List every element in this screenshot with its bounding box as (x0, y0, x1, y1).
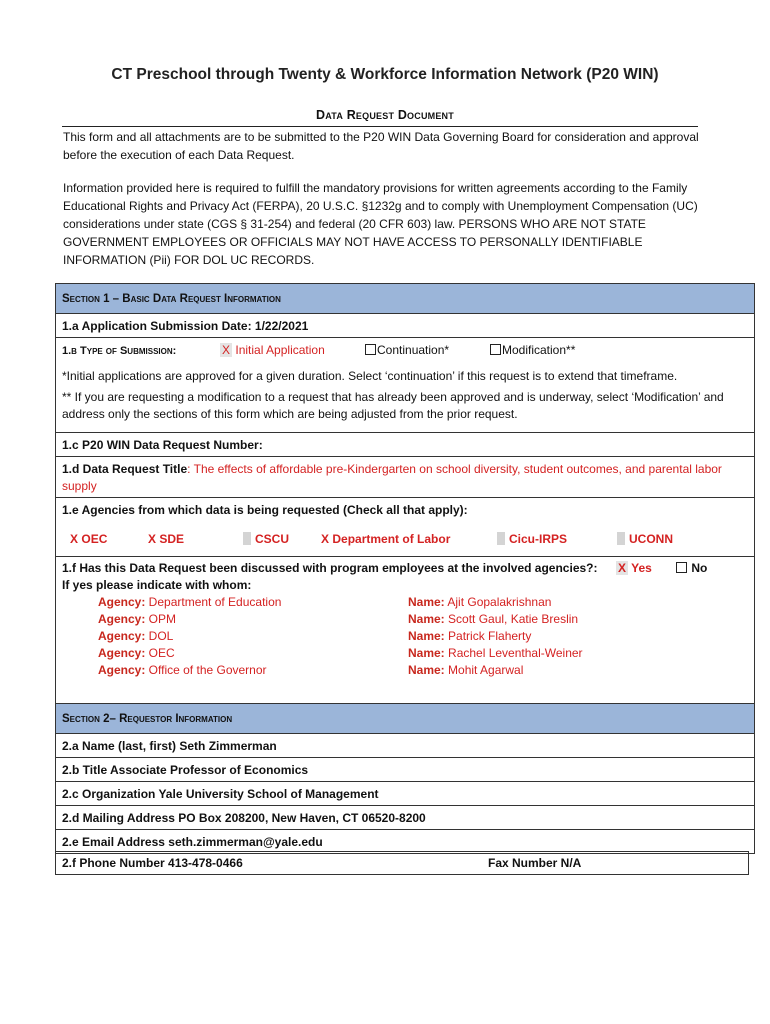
contact-name-3 (408, 629, 531, 643)
discussed-yes-option[interactable] (616, 559, 652, 577)
agency-option-cscu-label: CSCU (255, 532, 290, 546)
agency-option-sde[interactable] (148, 532, 184, 546)
requestor-fax: Fax Number N/A (488, 856, 582, 870)
agency-option-dol-label: Department of Labor (332, 532, 451, 546)
agencies-label: 1.e Agencies from which data is being requested (Check all that apply): (62, 503, 468, 517)
discussed-no-option[interactable] (676, 559, 707, 577)
requestor-address-row[interactable]: 2.d Mailing Address PO Box 208200, New Haven, CT 06520-8200 (56, 806, 754, 830)
contact-name-key: Name: (408, 646, 445, 660)
requestor-organization-row[interactable]: 2.c Organization Yale University School of Management (56, 782, 754, 806)
contact-name-value: Scott Gaul, Katie Breslin (444, 612, 579, 626)
contact-name-key: Name: (408, 612, 445, 626)
requestor-title-row[interactable]: 2.b Title Associate Professor of Economics (56, 758, 754, 782)
contact-agency-4 (98, 646, 175, 660)
contact-agency-key: Agency: (98, 663, 146, 677)
requestor-phone-row[interactable] (55, 851, 749, 875)
contact-agency-3 (98, 629, 173, 643)
discussed-no-label: No (691, 561, 708, 575)
title-divider (62, 126, 698, 127)
contact-agency-key: Agency: (98, 646, 146, 660)
agency-option-cicu-label: Cicu-IRPS (509, 532, 568, 546)
submission-type-row (56, 338, 754, 433)
modification-checkbox[interactable] (490, 344, 501, 355)
data-request-form (55, 283, 755, 854)
contact-name-5 (408, 663, 523, 677)
requestor-phone: 2.f Phone Number 413-478-0466 (62, 856, 243, 870)
request-title-row[interactable] (56, 457, 754, 498)
continuation-option[interactable] (365, 338, 449, 362)
contact-agency-key: Agency: (98, 595, 146, 609)
contact-agency-value: Office of the Governor (145, 663, 267, 677)
request-number-row[interactable]: 1.c P20 WIN Data Request Number: (56, 433, 754, 457)
discussed-no-checkbox[interactable] (676, 562, 687, 573)
document-subtitle: Data Request Document (316, 108, 454, 122)
section1-heading: Section 1 – Basic Data Request Information (56, 284, 754, 314)
agencies-row (56, 498, 754, 557)
initial-application-mark: X (222, 343, 231, 357)
discussed-yes-mark: X (618, 561, 627, 575)
submission-note-initial: *Initial applications are approved for a given duration. Select ‘continuation’ if this request is to extend that timeframe. (62, 369, 678, 383)
agency-option-cscu[interactable] (243, 532, 289, 546)
modification-label: Modification** (502, 343, 576, 357)
contact-agency-value: OPM (145, 612, 177, 626)
section2-heading: Section 2– Requestor Information (56, 704, 754, 734)
agency-option-uconn[interactable] (617, 532, 673, 546)
contact-agency-5 (98, 663, 267, 677)
agencies-options (62, 527, 754, 557)
contact-name-4 (408, 646, 583, 660)
request-title-label: 1.d Data Request Title (62, 462, 188, 476)
initial-application-option[interactable] (220, 338, 325, 362)
discussed-row (56, 559, 754, 704)
contact-agency-key: Agency: (98, 629, 146, 643)
submission-note-modification: ** If you are requesting a modification to a request that has already been approved and is underway, select ‘Modification’ and address only the sections of this form which are being adjusted from the prior request. (62, 390, 724, 421)
agency-option-oec-label: OEC (81, 532, 108, 546)
agency-option-uconn-checkbox[interactable] (617, 532, 625, 545)
intro-paragraph-legal: Information provided here is required to fulfill the mandatory provisions for written agreements according to the Family Educational Rights and Privacy Act (FERPA), 20 U.S.C. §1232g and to comply with Unemployment Compensation (UC) considerations under state (CGS § 31-254) and federal (20 CFR 603) law. PERSONS WHO ARE NOT STATE GOVERNMENT EMPLOYEES OR OFFICIALS MAY NOT HAVE ACCESS TO PERSONALLY IDENTIFIABLE INFORMATION (Pii) FOR DOL UC RECORDS. (63, 181, 698, 267)
initial-application-label: Initial Application (235, 343, 325, 357)
submission-type-label: 1.b Type of Submission: (62, 345, 177, 357)
continuation-label: Continuation* (377, 343, 450, 357)
agency-option-cicu-checkbox[interactable] (497, 532, 505, 545)
agency-option-uconn-label: UCONN (629, 532, 673, 546)
continuation-checkbox[interactable] (365, 344, 376, 355)
contact-agency-1 (98, 595, 281, 609)
contact-name-2 (408, 612, 578, 626)
document-title: CT Preschool through Twenty & Workforce Information Network (P20 WIN) (111, 66, 659, 83)
agency-option-cicu[interactable] (497, 532, 567, 546)
requestor-email-row[interactable]: 2.e Email Address seth.zimmerman@yale.edu (56, 830, 754, 854)
contact-name-value: Mohit Agarwal (444, 663, 524, 677)
application-date-row[interactable]: 1.a Application Submission Date: 1/22/2021 (56, 314, 754, 338)
agency-option-oec[interactable] (70, 532, 107, 546)
requestor-name-row[interactable]: 2.a Name (last, first) Seth Zimmerman (56, 734, 754, 758)
intro-paragraph-submission: This form and all attachments are to be submitted to the P20 WIN Data Governing Board for consideration and approval before the execution of each Data Request. (63, 130, 699, 162)
discussed-label: 1.f Has this Data Request been discussed with program employees at the involved agencies?: (62, 561, 598, 575)
contact-name-key: Name: (408, 663, 445, 677)
contact-name-key: Name: (408, 629, 445, 643)
contact-name-key: Name: (408, 595, 445, 609)
contact-agency-value: DOL (145, 629, 174, 643)
discussed-whom-label: If yes please indicate with whom: (62, 578, 252, 592)
modification-option[interactable] (490, 338, 575, 362)
agency-option-oec-mark: X (70, 532, 79, 546)
contact-name-value: Patrick Flaherty (444, 629, 532, 643)
contact-agency-key: Agency: (98, 612, 146, 626)
agency-option-sde-label: SDE (159, 532, 185, 546)
agency-option-dol-mark: X (321, 532, 330, 546)
contact-agency-value: Department of Education (145, 595, 282, 609)
agency-option-sde-mark: X (148, 532, 157, 546)
contact-name-value: Ajit Gopalakrishnan (444, 595, 552, 609)
contact-name-1 (408, 595, 551, 609)
request-title-value: : The effects of affordable pre-Kindergarten on school diversity, student outcomes, and parental labor supply (62, 462, 722, 493)
discussed-yes-label: Yes (631, 561, 652, 575)
contact-agency-2 (98, 612, 176, 626)
contact-name-value: Rachel Leventhal-Weiner (444, 646, 583, 660)
contact-agency-value: OEC (145, 646, 175, 660)
agency-option-dol[interactable] (321, 532, 450, 546)
agency-option-cscu-checkbox[interactable] (243, 532, 251, 545)
